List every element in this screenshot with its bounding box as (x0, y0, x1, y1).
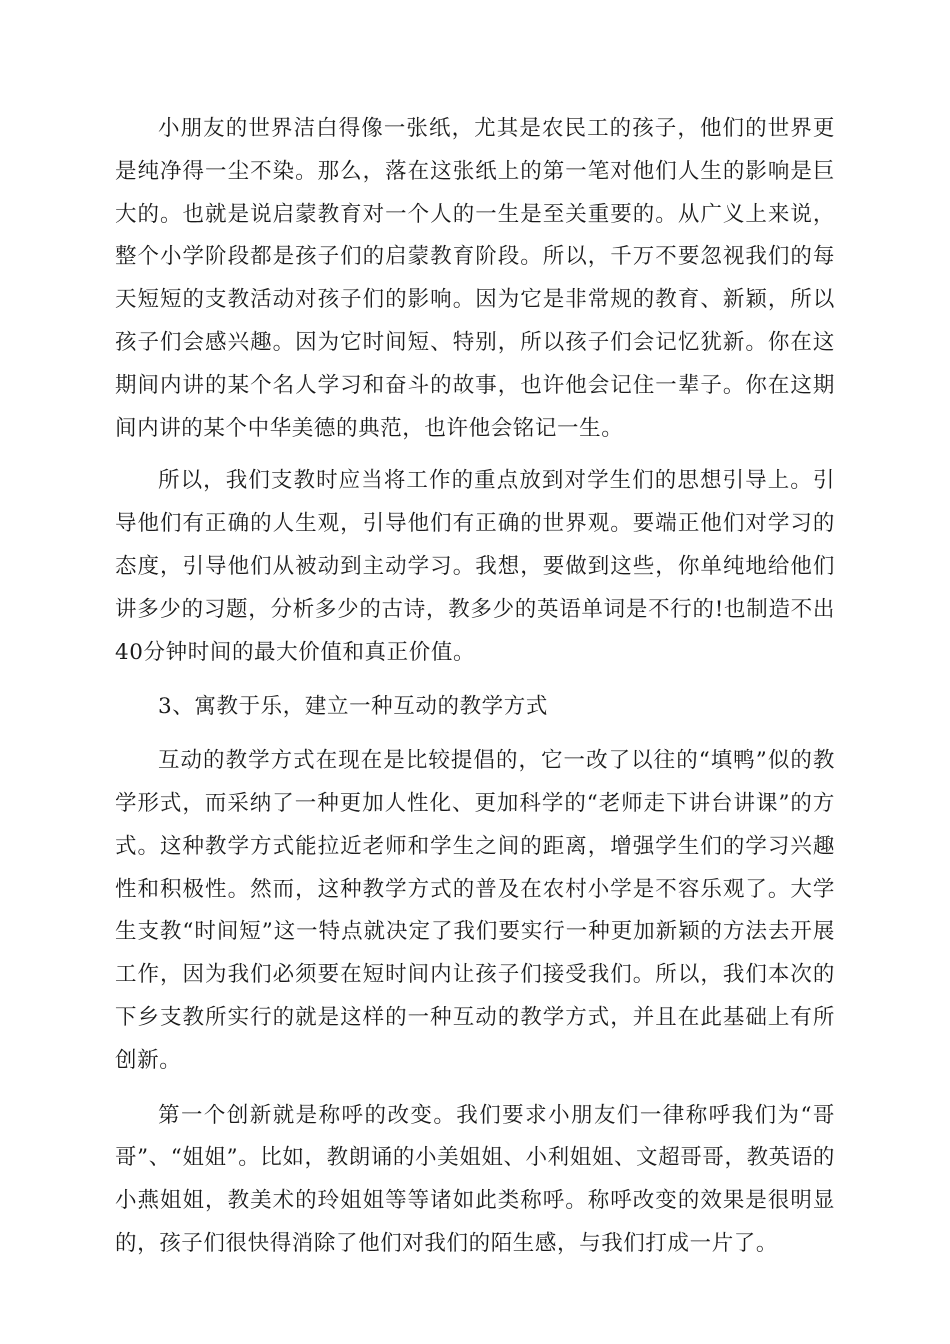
paragraph-enlightenment-education: 小朋友的世界洁白得像一张纸，尤其是农民工的孩子，他们的世界更是纯净得一尘不染。那么，落在这张纸上的第一笔对他们人生的影响是巨大的。也就是说启蒙教育对一个人的一生是至关重要的。从广义上来说，整个小学阶段都是孩子们的启蒙教育阶段。所以，千万不要忽视我们的每天短短的支教活动对孩子们的影响。因为它是非常规的教育、新颖，所以孩子们会感兴趣。因为它时间短、特别，所以孩子们会记忆犹新。你在这期间内讲的某个名人学习和奋斗的故事，也许他会记住一辈子。你在这期间内讲的某个中华美德的典范，也许他会铭记一生。 (115, 116, 835, 441)
document-body (115, 108, 835, 1266)
paragraph-interactive-teaching: 互动的教学方式在现在是比较提倡的，它一改了以往的“填鸭”似的教学形式，而采纳了一种更加人性化、更加科学的“老师走下讲台讲课”的方式。这种教学方式能拉近老师和学生之间的距离，增强学生们的学习兴趣性和积极性。然而，这种教学方式的普及在农村小学是不容乐观了。大学生支教“时间短”这一特点就决定了我们要实行一种更加新颖的方法去开展工作，因为我们必须要在短时间内让孩子们接受我们。所以，我们本次的下乡支教所实行的就是这样的一种互动的教学方式，并且在此基础上有所创新。 (115, 748, 835, 1073)
section-heading-interactive-teaching: 3、寓教于乐，建立一种互动的教学方式 (158, 694, 548, 720)
paragraph-thought-guidance: 所以，我们支教时应当将工作的重点放到对学生们的思想引导上。引导他们有正确的人生观，引导他们有正确的世界观。要端正他们对学习的态度，引导他们从被动到主动学习。我想，要做到这些，你单纯地给他们讲多少的习题，分析多少的古诗，教多少的英语单词是不行的!也制造不出40分钟时间的最大价值和真正价值。 (115, 468, 835, 665)
paragraph-first-innovation: 第一个创新就是称呼的改变。我们要求小朋友们一律称呼我们为“哥哥”、“姐姐”。比如，教朗诵的小美姐姐、小利姐姐、文超哥哥，教英语的小燕姐姐，教美术的玲姐姐等等诸如此类称呼。称呼改变的效果是很明显的，孩子们很快得消除了他们对我们的陌生感，与我们打成一片了。 (115, 1102, 835, 1256)
